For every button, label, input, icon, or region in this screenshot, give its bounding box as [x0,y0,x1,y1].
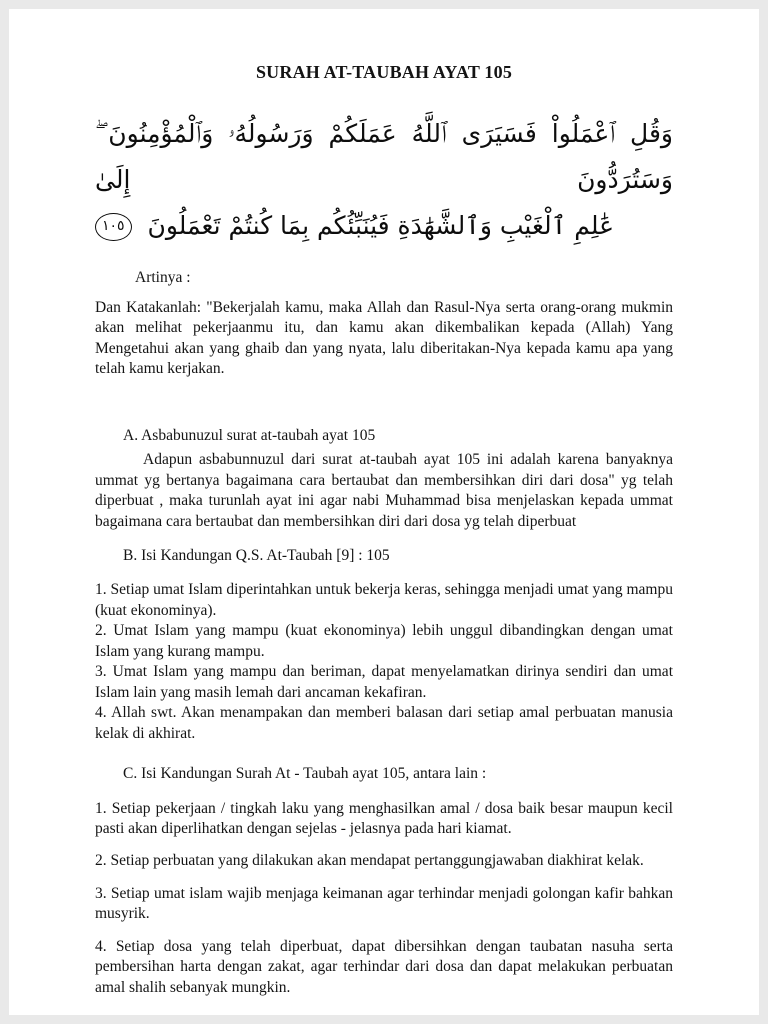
section-c-item-4: 4. Setiap dosa yang telah diperbuat, dapat dibersihkan dengan taubatan nasuha serta pembersihan harta dengan zakat, agar terhindar dari dosa dan dapat melakukan perbuatan amal shalih sebanyak mungkin. [95,937,673,996]
section-b-list [95,580,673,744]
quran-verse-line-1: وَقُلِ ٱعْمَلُواْ فَسَيَرَى ٱللَّهُ عَمَلَكُمْ وَرَسُولُهُۥ وَٱلْمُؤْمِنُونَ ۖ وَسَتُرَدُّونَ إِلَىٰ [95,118,673,194]
section-a-body: Adapun asbabunnuzul dari surat at-taubah ayat 105 ini adalah karena banyaknya ummat yg bertanya bagaimana cara bertaubat dan membersihkan diri dari dosa" yg telah diperbuat , maka turunlah ayat ini agar nabi Muhammad bisa menjelaskan kepada ummat bagaimana cara bertaubat dan membersihkan diri dari dosa yg telah diperbuat [95,451,673,530]
quran-verse-line-2-text: عَٰلِمِ ٱلْغَيْبِ وَٱلشَّهَٰدَةِ فَيُنَبِّئُكُم بِمَا كُنتُمْ تَعْمَلُونَ [147,211,615,241]
ayah-number-medallion: ١٠٥ [95,213,132,241]
quran-verse-line-2 [95,203,673,249]
section-c-list [95,799,673,999]
section-c-heading: C. Isi Kandungan Surah At - Taubah ayat 105, antara lain : [123,765,487,783]
translation-paragraph: Dan Katakanlah: "Bekerjalah kamu, maka Allah dan Rasul-Nya serta orang-orang mukmin akan melihat pekerjaanmu itu, dan kamu akan dikembalikan kepada (Allah) Yang Mengetahui akan yang ghaib dan yang nyata, lalu diberitakan-Nya kepada kamu apa yang telah kamu kerjakan. [95,298,673,378]
quran-verse [95,111,673,250]
section-b-heading: B. Isi Kandungan Q.S. At-Taubah [9] : 105 [123,547,390,565]
section-b-item-1: 1. Setiap umat Islam diperintahkan untuk bekerja keras, sehingga menjadi umat yang mampu (kuat ekonominya). [95,581,673,619]
artinya-label: Artinya : [135,268,191,286]
section-c-item-3: 3. Setiap umat islam wajib menjaga keimanan agar terhindar menjadi golongan kafir bahkan musyrik. [95,884,673,923]
section-c-item-1: 1. Setiap pekerjaan / tingkah laku yang menghasilkan amal / dosa baik besar maupun kecil pasti akan diperlihatkan dengan sejelas - jelasnya pada hari kiamat. [95,799,673,838]
section-c-item-2: 2. Setiap perbuatan yang dilakukan akan mendapat pertanggungjawaban diakhirat kelak. [95,852,644,870]
section-a-heading: A. Asbabunuzul surat at-taubah ayat 105 [123,426,376,444]
page-title: SURAH AT-TAUBAH AYAT 105 [255,62,513,82]
section-b-item-2: 2. Umat Islam yang mampu (kuat ekonominya) lebih unggul dibandingkan dengan umat Islam yang kurang mampu. [95,622,673,660]
section-b-item-3: 3. Umat Islam yang mampu dan beriman, dapat menyelamatkan dirinya sendiri dan umat Islam lain yang masih lemah dari ancaman kekafiran. [95,663,673,701]
section-b-item-4: 4. Allah swt. Akan menampakan dan memberi balasan dari setiap amal perbuatan manusia kelak di akhirat. [95,704,673,742]
document-page [9,9,759,1015]
